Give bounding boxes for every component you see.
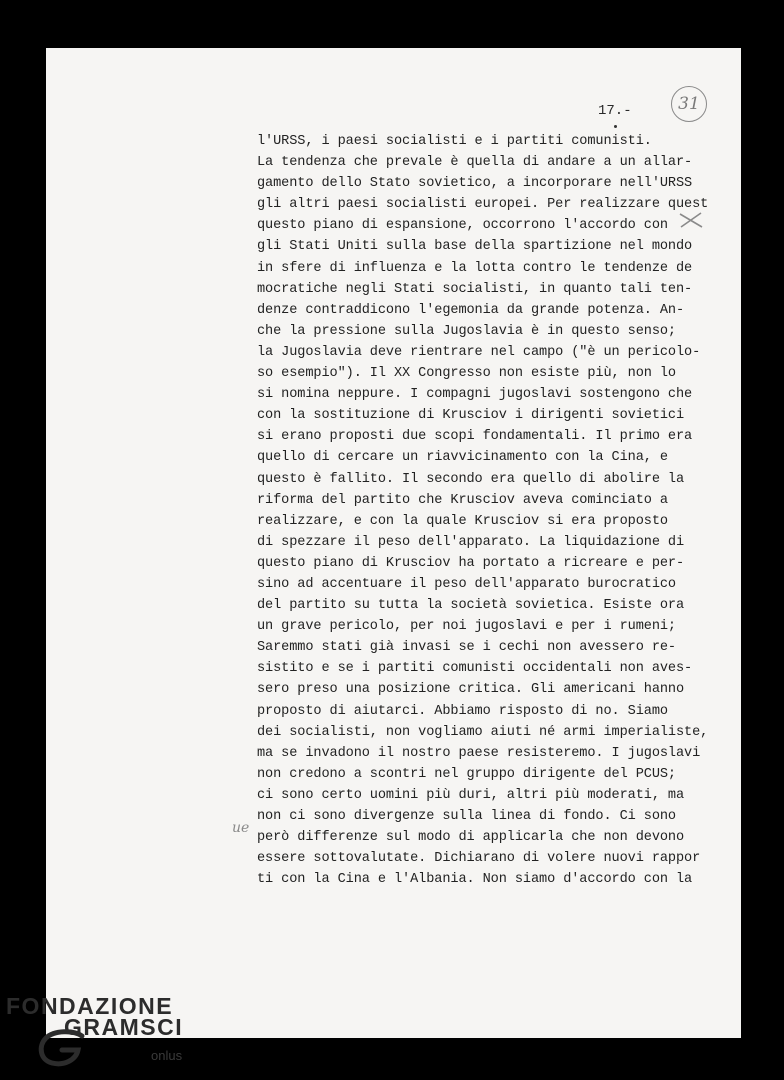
text-line: Saremmo stati già invasi se i cechi non avessero re- — [257, 640, 676, 656]
watermark-line1: FONDAZIONE — [6, 993, 174, 1019]
text-line: quello di cercare un riavvicinamento con la Cina, e — [257, 450, 668, 466]
text-line: essere sottovalutate. Dichiarano di volere nuovi rappor — [257, 851, 701, 867]
text-line: si erano proposti due scopi fondamentali. Il primo era — [257, 429, 693, 445]
text-line: si nomina neppure. I compagni jugoslavi sostengono che — [257, 387, 693, 403]
text-line: sino ad accentuare il peso dell'apparato burocratico — [257, 576, 676, 592]
text-line: che la pressione sulla Jugoslavia è in questo senso; — [257, 323, 676, 339]
text-line: denze contraddicono l'egemonia da grande potenza. An- — [257, 302, 685, 318]
text-line: ci sono certo uomini più duri, altri più moderati, ma — [257, 787, 685, 803]
watermark-line2: GRAMSCI — [64, 1014, 184, 1040]
archive-number-stamp: 31 — [671, 86, 707, 122]
text-line: sistito e se i partiti comunisti occidentali non aves- — [257, 661, 693, 677]
text-line: gamento dello Stato sovietico, a incorporare nell'URSS — [257, 176, 693, 192]
text-line: dei socialisti, non vogliamo aiuti né armi imperialiste, — [257, 724, 709, 740]
text-line: questo piano di espansione, occorrono l'accordo con — [257, 218, 668, 234]
text-line: ti con la Cina e l'Albania. Non siamo d'accordo con la — [257, 872, 693, 888]
gramsci-logo-icon — [36, 1028, 88, 1068]
text-line: l'URSS, i paesi socialisti e i partiti comunisti. — [257, 134, 652, 149]
margin-annotation: ue — [232, 820, 250, 836]
text-line: sero preso una posizione critica. Gli americani hanno — [257, 682, 685, 698]
watermark-suffix: onlus — [151, 1048, 183, 1063]
text-line: so esempio"). Il XX Congresso non esiste più, non lo — [257, 366, 676, 382]
text-line: realizzare, e con la quale Krusciov si era proposto — [257, 513, 668, 529]
text-line: ma se invadono il nostro paese resisteremo. I jugoslavi — [257, 745, 701, 761]
text-line: non credono a scontri nel gruppo dirigente del PCUS; — [257, 766, 676, 782]
text-line: un grave pericolo, per noi jugoslavi e per i rumeni; — [257, 619, 676, 635]
text-line: proposto di aiutarci. Abbiamo risposto di no. Siamo — [257, 703, 668, 719]
typewritten-body — [257, 131, 709, 890]
text-line: in sfere di influenza e la lotta contro le tendenze de — [257, 260, 693, 276]
text-line: La tendenza che prevale è quella di andare a un allar- — [257, 155, 693, 171]
text-line: del partito su tutta la società sovietica. Esiste ora — [257, 598, 685, 614]
text-line: però differenze sul modo di applicarla che non devono — [257, 830, 685, 846]
text-line: mocratiche negli Stati socialisti, in quanto tali ten- — [257, 281, 693, 297]
watermark — [6, 992, 184, 1063]
text-line: gli Stati Uniti sulla base della spartizione nel mondo — [257, 239, 693, 255]
text-line: la Jugoslavia deve rientrare nel campo ("è un pericolo- — [257, 344, 701, 360]
text-line: di spezzare il peso dell'apparato. La liquidazione di — [257, 534, 685, 550]
text-line: gli altri paesi socialisti europei. Per realizzare quest — [257, 197, 709, 213]
text-line: non ci sono divergenze sulla linea di fondo. Ci sono — [257, 809, 676, 824]
text-line: questo è fallito. Il secondo era quello di abolire la — [257, 471, 685, 487]
text-line: questo piano di Krusciov ha portato a ricreare e per- — [257, 555, 685, 571]
page-number: 17.- — [598, 103, 632, 119]
page-dot — [614, 125, 617, 128]
text-line: con la sostituzione di Krusciov i dirigenti sovietici — [257, 408, 685, 424]
text-line: riforma del partito che Krusciov aveva cominciato a — [257, 492, 668, 508]
